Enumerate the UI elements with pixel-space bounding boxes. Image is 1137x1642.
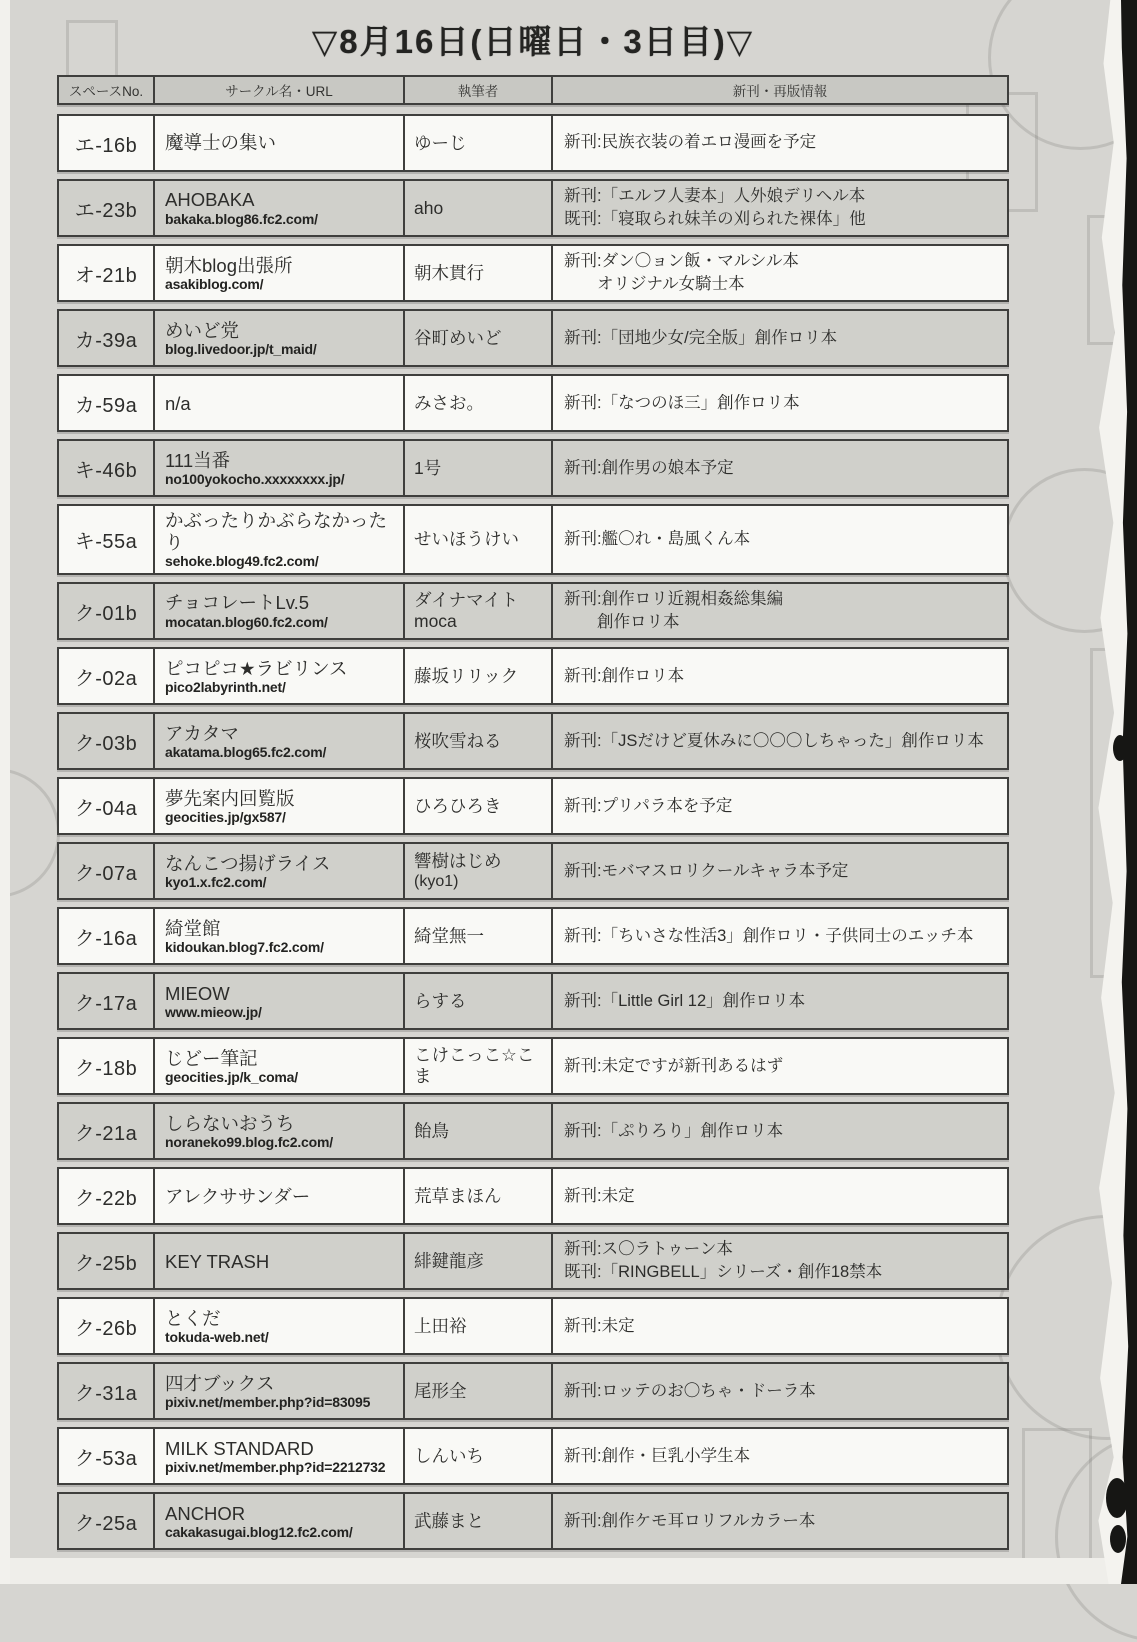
author-name: せいほうけい (414, 529, 519, 550)
author-cell (403, 844, 551, 898)
page-title: ▽8月16日(日曜日・3日目)▽ (311, 23, 755, 60)
circle-url: pixiv.net/member.php?id=2212732 (165, 1458, 386, 1475)
circle-name: とくだ (165, 1307, 221, 1329)
table-row (57, 1492, 1009, 1550)
info-line-1: 新刊:ロッテのお〇ちゃ・ドーラ本 (564, 1381, 816, 1400)
info-line-1: 新刊:「なつのほ三」創作ロリ本 (564, 393, 800, 412)
space-no-cell (59, 506, 153, 573)
circle-name: かぶったりかぶらなかったり (165, 510, 388, 553)
author-name: 緋鍵龍彦 (414, 1250, 484, 1271)
author-name: 綺堂無一 (414, 925, 484, 946)
space-no: ク-26b (74, 1317, 138, 1340)
space-no: キ-46b (74, 459, 138, 482)
circle-name: ANCHOR (165, 1502, 246, 1524)
circle-name: 四才ブックス (165, 1372, 275, 1394)
space-no-cell (59, 376, 153, 430)
circle-url: geocities.jp/gx587/ (165, 808, 286, 825)
circle-cell (153, 116, 403, 170)
author-name: ダイナマイトmoca (414, 590, 519, 632)
space-no-cell (59, 974, 153, 1028)
space-no: ク-25a (74, 1512, 138, 1535)
author-cell (403, 1169, 551, 1223)
author-name: みさお。 (414, 392, 484, 413)
table-body (57, 114, 1009, 1550)
space-no: ク-31a (74, 1382, 138, 1405)
info-line-1: 新刊:創作ロリ本 (564, 666, 685, 685)
circle-name: めいど党 (165, 319, 240, 341)
space-no: ク-53a (74, 1447, 138, 1470)
table-row (57, 777, 1009, 835)
circle-url: cakakasugai.blog12.fc2.com/ (165, 1523, 353, 1540)
table-row (57, 1102, 1009, 1160)
space-no-cell (59, 1429, 153, 1483)
circle-url: no100yokocho.xxxxxxxx.jp/ (165, 470, 345, 487)
header-cell-circle-url: サークル名・URL (153, 77, 403, 103)
space-no: ク-21a (74, 1122, 138, 1145)
circle-url: noraneko99.blog.fc2.com/ (165, 1133, 333, 1150)
info-cell (551, 246, 1007, 300)
info-line-2: 既刊:「寝取られ妹羊の刈られた裸体」他 (564, 210, 866, 229)
info-line-1: 新刊:創作・巨乳小学生本 (564, 1446, 751, 1465)
circle-cell (153, 844, 403, 898)
author-note: (kyo1) (414, 873, 459, 891)
info-line-2: オリジナル女騎士本 (564, 275, 745, 294)
author-name: ゆーじ (414, 132, 467, 153)
info-line-1: 新刊:モバマスロリクールキャラ本予定 (564, 861, 849, 880)
circle-cell (153, 974, 403, 1028)
circle-name: n/a (165, 392, 191, 414)
info-cell (551, 1364, 1007, 1418)
table-row (57, 309, 1009, 367)
circle-url: kidoukan.blog7.fc2.com/ (165, 938, 324, 955)
author-cell (403, 1429, 551, 1483)
info-cell (551, 1494, 1007, 1548)
author-name: 谷町めいど (414, 327, 502, 348)
page-edge-blob (1113, 735, 1127, 761)
circle-name: 魔導士の集い (165, 132, 277, 154)
circle-url: www.mieow.jp/ (165, 1003, 262, 1020)
circle-list-table (57, 75, 1009, 1550)
space-no-cell (59, 1364, 153, 1418)
info-cell (551, 909, 1007, 963)
circle-cell (153, 246, 403, 300)
space-no: ク-18b (74, 1057, 138, 1080)
space-no: エ-23b (74, 199, 138, 222)
circle-url: blog.livedoor.jp/t_maid/ (165, 340, 317, 357)
author-name: ひろひろき (414, 795, 502, 816)
author-name: 飴鳥 (414, 1120, 449, 1141)
info-line-1: 新刊:未定 (564, 1316, 635, 1335)
circle-name: MIEOW (165, 982, 230, 1004)
author-cell (403, 714, 551, 768)
info-cell (551, 441, 1007, 495)
author-name: 藤坂リリック (414, 665, 519, 686)
author-cell (403, 779, 551, 833)
author-name: 響樹はじめ (414, 851, 502, 872)
info-cell (551, 714, 1007, 768)
info-line-1: 新刊:民族衣装の着エロ漫画を予定 (564, 133, 817, 152)
space-no-cell (59, 584, 153, 638)
info-cell (551, 1234, 1007, 1288)
circle-url: sehoke.blog49.fc2.com/ (165, 552, 319, 569)
circle-cell (153, 506, 403, 573)
circle-url: asakiblog.com/ (165, 275, 264, 292)
space-no: ク-22b (74, 1187, 138, 1210)
space-no: ク-17a (74, 992, 138, 1015)
table-row (57, 1167, 1009, 1225)
circle-name: アカタマ (165, 722, 239, 744)
circle-cell (153, 584, 403, 638)
table-row (57, 647, 1009, 705)
space-no-cell (59, 779, 153, 833)
header-cell-author: 執筆者 (403, 77, 551, 103)
space-no-cell (59, 714, 153, 768)
space-no: カ-59a (74, 394, 138, 417)
table-row (57, 1427, 1009, 1485)
table-row (57, 1232, 1009, 1290)
space-no: ク-07a (74, 862, 138, 885)
space-no-cell (59, 311, 153, 365)
circle-name: KEY TRASH (165, 1250, 270, 1272)
author-cell (403, 1104, 551, 1158)
info-line-1: 新刊:「団地少女/完全版」創作ロリ本 (564, 328, 838, 347)
author-cell (403, 584, 551, 638)
circle-name: 綺堂館 (165, 917, 221, 939)
author-cell (403, 1299, 551, 1353)
space-no-cell (59, 181, 153, 235)
info-line-1: 新刊:「ちいさな性活3」創作ロリ・子供同士のエッチ本 (564, 926, 974, 945)
space-no: エ-16b (74, 134, 138, 157)
circle-name: 夢先案内回覧版 (165, 787, 295, 809)
space-no: ク-01b (74, 602, 138, 625)
table-row (57, 842, 1009, 900)
info-cell (551, 506, 1007, 573)
table-row (57, 1037, 1009, 1095)
table-row (57, 439, 1009, 497)
info-cell (551, 844, 1007, 898)
circle-url: mocatan.blog60.fc2.com/ (165, 613, 328, 630)
info-line-1: 新刊:プリパラ本を予定 (564, 796, 733, 815)
author-cell (403, 909, 551, 963)
circle-cell (153, 1104, 403, 1158)
circle-cell (153, 1364, 403, 1418)
circle-name: ピコピコ★ラビリンス (165, 657, 348, 679)
space-no: ク-25b (74, 1252, 138, 1275)
circle-cell (153, 376, 403, 430)
table-row (57, 712, 1009, 770)
table-row (57, 1362, 1009, 1420)
author-name: 1号 (414, 457, 442, 478)
circle-name: 111当番 (165, 449, 231, 471)
circle-cell (153, 1234, 403, 1288)
info-line-1: 新刊:創作ケモ耳ロリフルカラー本 (564, 1511, 816, 1530)
page-edge-blob (1106, 1478, 1128, 1518)
author-cell (403, 506, 551, 573)
info-line-1: 新刊:未定 (564, 1186, 635, 1205)
circle-name: なんこつ揚げライス (165, 852, 331, 874)
circle-cell (153, 714, 403, 768)
author-cell (403, 1039, 551, 1093)
info-cell (551, 376, 1007, 430)
author-cell (403, 376, 551, 430)
circle-name: AHOBAKA (165, 189, 255, 211)
table-row (57, 504, 1009, 575)
circle-cell (153, 1429, 403, 1483)
circle-cell (153, 181, 403, 235)
info-cell (551, 1104, 1007, 1158)
author-name: aho (414, 197, 444, 218)
author-cell (403, 246, 551, 300)
space-no: ク-04a (74, 797, 138, 820)
space-no: オ-21b (74, 264, 138, 287)
info-cell (551, 1039, 1007, 1093)
table-row (57, 907, 1009, 965)
space-no: ク-02a (74, 667, 138, 690)
circle-cell (153, 779, 403, 833)
info-cell (551, 311, 1007, 365)
info-line-1: 新刊:「ぷりろり」創作ロリ本 (564, 1121, 784, 1140)
author-cell (403, 1494, 551, 1548)
info-line-2: 既刊:「RINGBELL」シリーズ・創作18禁本 (564, 1263, 883, 1282)
info-line-1: 新刊:未定ですが新刊あるはず (564, 1056, 784, 1075)
author-name: らする (414, 990, 467, 1011)
info-line-1: 新刊:創作ロリ近親相姦総集編 (564, 590, 784, 608)
info-line-1: 新刊:創作男の娘本予定 (564, 458, 734, 477)
header-cell-space-no: スペースNo. (68, 84, 144, 99)
table-row (57, 244, 1009, 302)
info-cell (551, 1169, 1007, 1223)
info-cell (551, 1299, 1007, 1353)
space-no-cell (59, 1494, 153, 1548)
circle-url: tokuda-web.net/ (165, 1328, 269, 1345)
author-cell (403, 1234, 551, 1288)
space-no-cell (59, 441, 153, 495)
author-name: 武藤まと (414, 1510, 484, 1531)
header-cell-info: 新刊・再版情報 (551, 77, 1007, 103)
author-cell (403, 116, 551, 170)
circle-cell (153, 1299, 403, 1353)
bottom-page-margin (10, 1558, 1111, 1584)
info-cell (551, 974, 1007, 1028)
space-no-cell (59, 1299, 153, 1353)
info-line-1: 新刊:ダン〇ョン飯・マルシル本 (564, 252, 799, 271)
author-cell (403, 1364, 551, 1418)
info-cell (551, 649, 1007, 703)
space-no-cell (59, 246, 153, 300)
space-no-cell (59, 649, 153, 703)
space-no: ク-16a (74, 927, 138, 950)
info-line-1: 新刊:「JSだけど夏休みに〇〇〇しちゃった」創作ロリ本 (564, 731, 984, 750)
space-no-cell (59, 844, 153, 898)
circle-url: pixiv.net/member.php?id=83095 (165, 1393, 371, 1410)
author-name: 尾形全 (414, 1380, 467, 1401)
circle-url: bakaka.blog86.fc2.com/ (165, 210, 318, 227)
info-cell (551, 116, 1007, 170)
circle-url: kyo1.x.fc2.com/ (165, 873, 267, 890)
circle-cell (153, 1039, 403, 1093)
space-no-cell (59, 1039, 153, 1093)
circle-name: MILK STANDARD (165, 1437, 314, 1459)
table-row (57, 179, 1009, 237)
info-line-1: 新刊:「エルフ人妻本」人外娘デリヘル本 (564, 187, 866, 205)
circle-url: pico2labyrinth.net/ (165, 678, 286, 695)
table-header-row (57, 75, 1009, 105)
author-cell (403, 649, 551, 703)
info-cell (551, 181, 1007, 235)
info-line-1: 新刊:艦〇れ・島風くん本 (564, 530, 751, 549)
circle-cell (153, 1494, 403, 1548)
info-line-1: 新刊:ス〇ラトゥーン本 (564, 1240, 733, 1259)
info-line-2: 創作ロリ本 (564, 613, 680, 632)
table-row (57, 114, 1009, 172)
page-edge-blob (1110, 1525, 1126, 1553)
circle-cell (153, 649, 403, 703)
space-no: ク-03b (74, 732, 138, 755)
circle-name: アレクササンダー (165, 1185, 311, 1207)
author-name: しんいち (414, 1445, 484, 1466)
circle-name: じどー筆記 (165, 1047, 258, 1069)
circle-name: チョコレートLv.5 (165, 592, 310, 614)
circle-cell (153, 909, 403, 963)
space-no-cell (59, 1234, 153, 1288)
author-name: 上田裕 (414, 1315, 467, 1336)
author-cell (403, 974, 551, 1028)
space-no: カ-39a (74, 329, 138, 352)
table-row (57, 1297, 1009, 1355)
space-no-cell (59, 909, 153, 963)
info-cell (551, 1429, 1007, 1483)
left-page-margin (0, 0, 10, 1584)
author-cell (403, 311, 551, 365)
author-name: こけこっこ☆こま (414, 1045, 535, 1087)
circle-url: akatama.blog65.fc2.com/ (165, 743, 327, 760)
space-no-cell (59, 1169, 153, 1223)
circle-cell (153, 311, 403, 365)
table-row (57, 972, 1009, 1030)
circle-cell (153, 1169, 403, 1223)
info-cell (551, 779, 1007, 833)
circle-cell (153, 441, 403, 495)
info-cell (551, 584, 1007, 638)
space-no-cell (59, 116, 153, 170)
space-no-cell (59, 1104, 153, 1158)
author-name: 朝木貫行 (414, 262, 484, 283)
author-cell (403, 441, 551, 495)
circle-name: しらないおうち (165, 1112, 295, 1134)
author-cell (403, 181, 551, 235)
info-line-1: 新刊:「Little Girl 12」創作ロリ本 (564, 991, 806, 1010)
author-name: 桜吹雪ねる (414, 730, 502, 751)
author-name: 荒草まほん (414, 1185, 502, 1206)
table-row (57, 582, 1009, 640)
circle-url: geocities.jp/k_coma/ (165, 1068, 298, 1085)
table-row (57, 374, 1009, 432)
space-no: キ-55a (74, 531, 138, 554)
circle-name: 朝木blog出張所 (165, 254, 293, 276)
